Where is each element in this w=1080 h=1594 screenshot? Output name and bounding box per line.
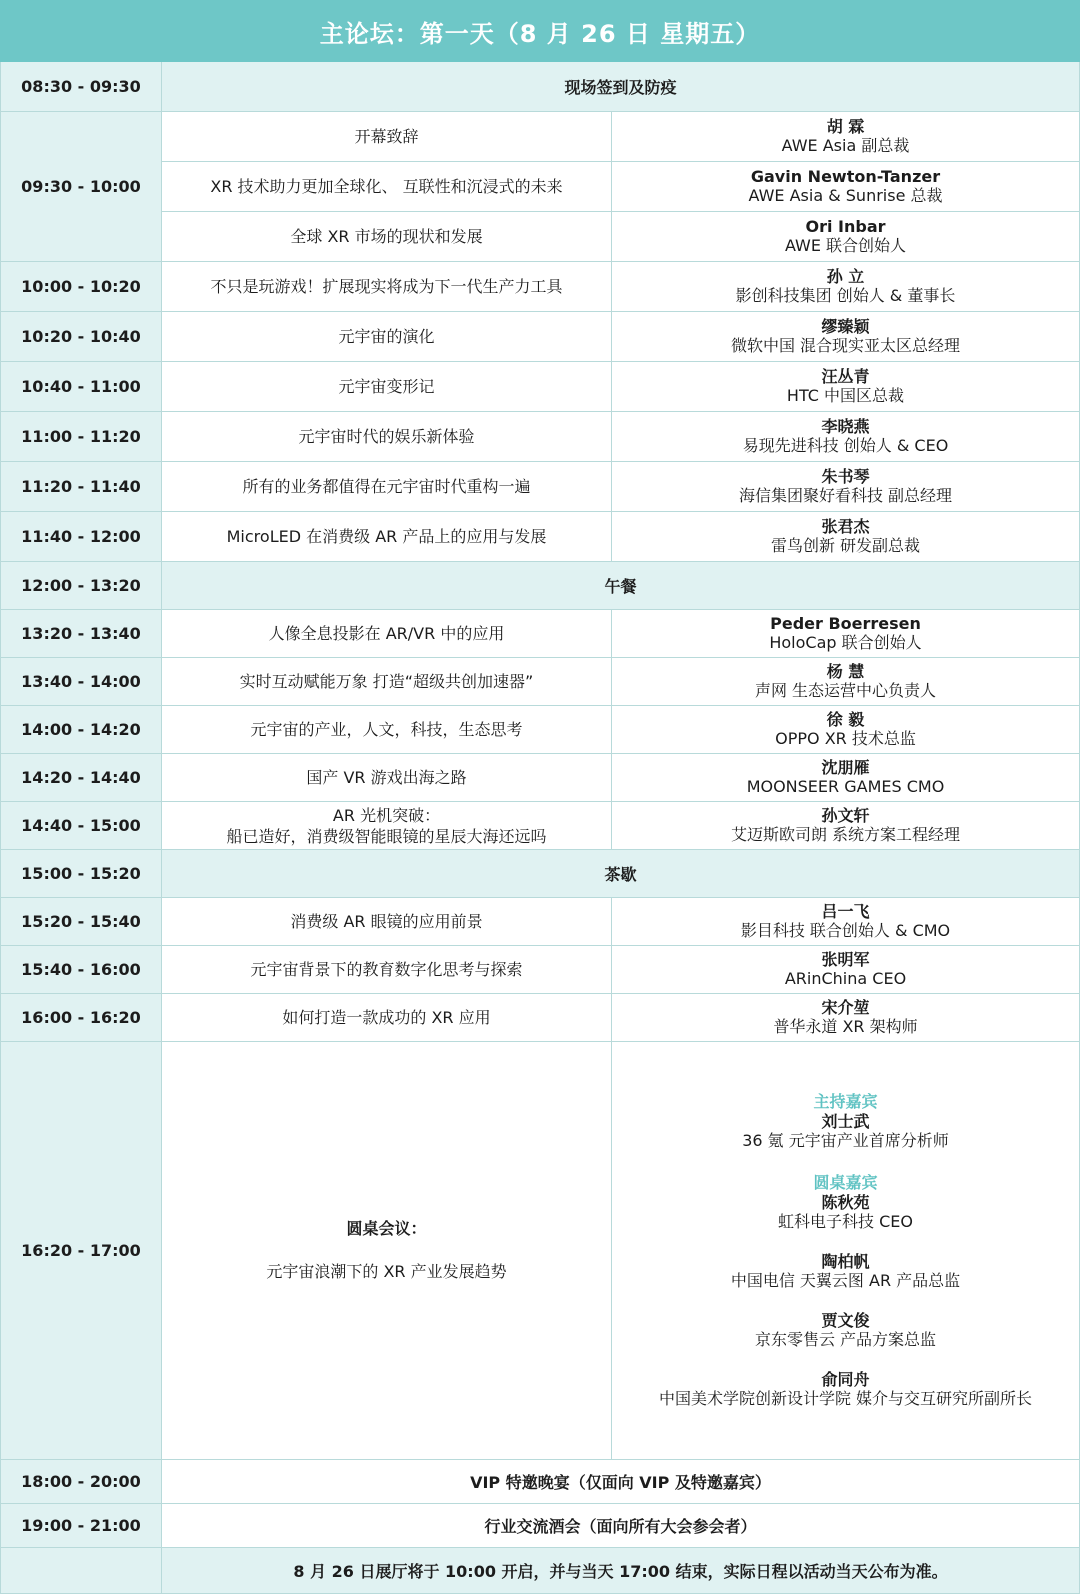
speaker-title: 中国电信 天翼云图 AR 产品总监: [730, 1271, 961, 1290]
time-cell: 10:20 - 10:40: [0, 312, 162, 362]
speaker-name: 刘士武: [821, 1112, 870, 1131]
speaker-cell: [612, 162, 1080, 212]
table-row: [0, 112, 1080, 262]
session-subrow: [162, 162, 1080, 212]
speaker-name: 沈朋雁: [821, 758, 870, 777]
time-cell: 16:00 - 16:20: [0, 994, 162, 1042]
time-cell: 12:00 - 13:20: [0, 562, 162, 610]
speaker-title: AWE Asia 副总裁: [781, 136, 910, 155]
time-cell: 09:30 - 10:00: [0, 112, 162, 262]
speaker-title: 影创科技集团 创始人 & 董事长: [735, 286, 956, 305]
session-topic: 实时互动赋能万象 打造“超级共创加速器”: [162, 658, 612, 706]
time-cell: 15:20 - 15:40: [0, 898, 162, 946]
speaker-title: ARinChina CEO: [784, 969, 907, 988]
table-row: [0, 802, 1080, 850]
speaker-cell: [612, 262, 1080, 312]
speaker-title: OPPO XR 技术总监: [775, 729, 916, 748]
roundtable-speakers: [612, 1042, 1080, 1460]
session-topic: 全球 XR 市场的现状和发展: [162, 212, 612, 262]
time-cell: 14:00 - 14:20: [0, 706, 162, 754]
session-topic: 元宇宙时代的娱乐新体验: [162, 412, 612, 462]
table-row: [0, 706, 1080, 754]
table-row: [0, 462, 1080, 512]
break-label: 茶歇: [162, 850, 1080, 898]
time-cell: 16:20 - 17:00: [0, 1042, 162, 1460]
speaker-cell: [612, 706, 1080, 754]
time-cell: 08:30 - 09:30: [0, 62, 162, 112]
table-row: [0, 850, 1080, 898]
table-row: [0, 994, 1080, 1042]
table-row: [0, 1548, 1080, 1594]
session-topic: 不只是玩游戏！扩展现实将成为下一代生产力工具: [162, 262, 612, 312]
time-cell: 13:40 - 14:00: [0, 658, 162, 706]
session-topic-line: AR 光机突破：: [332, 805, 441, 825]
speaker-name: 胡 霖: [826, 117, 865, 136]
table-row: [0, 362, 1080, 412]
time-cell: 14:20 - 14:40: [0, 754, 162, 802]
table-row: [0, 946, 1080, 994]
speaker-cell: [612, 994, 1080, 1042]
session-topic: 消费级 AR 眼镜的应用前景: [162, 898, 612, 946]
speaker-cell: [612, 212, 1080, 262]
break-label: 午餐: [162, 562, 1080, 610]
table-row: [0, 412, 1080, 462]
session-topic: 元宇宙变形记: [162, 362, 612, 412]
session-topic-line: 船已造好，消费级智能眼镜的星辰大海还远吗: [226, 826, 547, 846]
session-topic: 如何打造一款成功的 XR 应用: [162, 994, 612, 1042]
speaker-name: 汪丛青: [821, 367, 870, 386]
time-cell: 11:40 - 12:00: [0, 512, 162, 562]
table-row: [0, 610, 1080, 658]
speaker-cell: [612, 898, 1080, 946]
speaker-cell: [612, 112, 1080, 162]
time-cell: 19:00 - 21:00: [0, 1504, 162, 1548]
time-cell: 10:40 - 11:00: [0, 362, 162, 412]
speaker-title: 虹科电子科技 CEO: [778, 1212, 913, 1231]
speaker-title: HTC 中国区总裁: [786, 386, 905, 405]
speaker-name: 李晓燕: [821, 417, 870, 436]
time-cell: 10:00 - 10:20: [0, 262, 162, 312]
speaker-name: Peder Boerresen: [770, 614, 921, 633]
speaker-name: 宋介堃: [821, 998, 870, 1017]
guest-label: 圆桌嘉宾: [813, 1173, 878, 1192]
speaker-cell: [612, 754, 1080, 802]
speaker-name: 徐 毅: [826, 710, 865, 729]
speaker-title: 易现先进科技 创始人 & CEO: [742, 436, 949, 455]
session-topic: [162, 802, 612, 850]
table-row: [0, 898, 1080, 946]
table-row: [0, 1504, 1080, 1548]
footnote: 8 月 26 日展厅将于 10:00 开启，并与当天 17:00 结束，实际日程以活动当天公布为准。: [162, 1548, 1080, 1594]
speaker-title: 京东零售云 产品方案总监: [754, 1330, 937, 1349]
time-cell: 14:40 - 15:00: [0, 802, 162, 850]
speaker-cell: [612, 312, 1080, 362]
time-cell: 13:20 - 13:40: [0, 610, 162, 658]
session-subrow: [162, 212, 1080, 262]
speaker-name: 缪臻颖: [821, 317, 870, 336]
roundtable-title: 圆桌会议：: [346, 1219, 427, 1238]
speaker-cell: [612, 512, 1080, 562]
page-title: 主论坛：第一天（8 月 26 日 星期五）: [0, 0, 1080, 62]
speaker-title: 影目科技 联合创始人 & CMO: [740, 921, 951, 940]
speaker-title: 微软中国 混合现实亚太区总经理: [730, 336, 961, 355]
speaker-title: MOONSEER GAMES CMO: [746, 777, 945, 796]
speaker-name: Ori Inbar: [805, 217, 886, 236]
session-topic: 国产 VR 游戏出海之路: [162, 754, 612, 802]
session-topic: 所有的业务都值得在元宇宙时代重构一遍: [162, 462, 612, 512]
speaker-title: 中国美术学院创新设计学院 媒介与交互研究所副所长: [658, 1389, 1033, 1408]
session-topic: MicroLED 在消费级 AR 产品上的应用与发展: [162, 512, 612, 562]
table-row: [0, 658, 1080, 706]
table-row: [0, 1460, 1080, 1504]
table-row: [0, 262, 1080, 312]
table-row: [0, 1042, 1080, 1460]
roundtable-topic: [162, 1042, 612, 1460]
speaker-name: 贾文俊: [821, 1311, 870, 1330]
speaker-cell: [612, 946, 1080, 994]
event-label: VIP 特邀晚宴（仅面向 VIP 及特邀嘉宾）: [162, 1460, 1080, 1504]
speaker-name: 陶柏帆: [821, 1252, 870, 1271]
speaker-name: 俞同舟: [821, 1370, 870, 1389]
speaker-cell: [612, 802, 1080, 850]
speaker-name: 朱书琴: [821, 467, 870, 486]
break-label: 现场签到及防疫: [162, 62, 1080, 112]
speaker-title: 36 氪 元宇宙产业首席分析师: [742, 1131, 949, 1150]
speaker-title: 海信集团聚好看科技 副总经理: [738, 486, 953, 505]
speaker-name: 杨 慧: [826, 662, 865, 681]
speaker-name: 张君杰: [821, 517, 870, 536]
speaker-title: 雷鸟创新 研发副总裁: [770, 536, 921, 555]
session-topic: XR 技术助力更加全球化、 互联性和沉浸式的未来: [162, 162, 612, 212]
speaker-name: 张明军: [821, 950, 870, 969]
speaker-cell: [612, 462, 1080, 512]
roundtable-subtitle: 元宇宙浪潮下的 XR 产业发展趋势: [266, 1262, 507, 1281]
speaker-name: Gavin Newton-Tanzer: [750, 167, 941, 186]
speaker-name: 孙文轩: [821, 806, 870, 825]
time-cell: 18:00 - 20:00: [0, 1460, 162, 1504]
table-row: [0, 312, 1080, 362]
speaker-title: AWE Asia & Sunrise 总裁: [748, 186, 943, 205]
time-cell: 11:20 - 11:40: [0, 462, 162, 512]
speaker-name: 孙 立: [826, 267, 865, 286]
table-row: [0, 562, 1080, 610]
session-subrow: [162, 112, 1080, 162]
time-cell: 11:00 - 11:20: [0, 412, 162, 462]
speaker-cell: [612, 610, 1080, 658]
speaker-title: 声网 生态运营中心负责人: [754, 681, 937, 700]
time-cell: 15:00 - 15:20: [0, 850, 162, 898]
session-topic: 元宇宙背景下的教育数字化思考与探索: [162, 946, 612, 994]
event-label: 行业交流酒会（面向所有大会参会者）: [162, 1504, 1080, 1548]
speaker-cell: [612, 658, 1080, 706]
speaker-title: 普华永道 XR 架构师: [773, 1017, 918, 1036]
time-cell: 15:40 - 16:00: [0, 946, 162, 994]
host-label: 主持嘉宾: [813, 1092, 878, 1111]
speaker-name: 陈秋苑: [821, 1193, 870, 1212]
speaker-title: HoloCap 联合创始人: [769, 633, 922, 652]
table-row: [0, 62, 1080, 112]
table-row: [0, 512, 1080, 562]
session-topic: 开幕致辞: [162, 112, 612, 162]
time-cell-empty: [0, 1548, 162, 1594]
speaker-name: 吕一飞: [821, 902, 870, 921]
speaker-cell: [612, 412, 1080, 462]
speaker-cell: [612, 362, 1080, 412]
speaker-title: AWE 联合创始人: [784, 236, 907, 255]
table-row: [0, 754, 1080, 802]
session-topic: 元宇宙的演化: [162, 312, 612, 362]
session-topic: 人像全息投影在 AR/VR 中的应用: [162, 610, 612, 658]
speaker-title: 艾迈斯欧司朗 系统方案工程经理: [730, 825, 961, 844]
session-topic: 元宇宙的产业，人文，科技，生态思考: [162, 706, 612, 754]
